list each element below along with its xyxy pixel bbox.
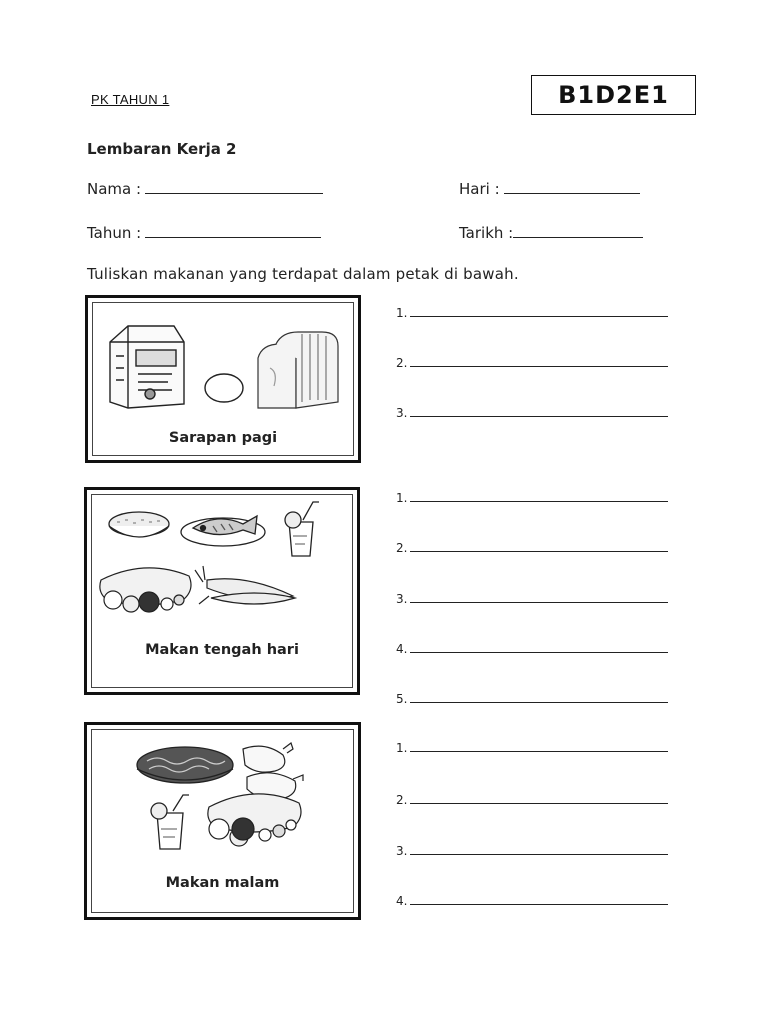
answer-line[interactable]: [410, 315, 668, 317]
nama-field[interactable]: [87, 180, 323, 198]
panel-makan-malam: [84, 722, 361, 920]
answer-number: 1.: [396, 741, 408, 755]
answer-row[interactable]: [396, 306, 668, 320]
answer-line[interactable]: [410, 550, 668, 552]
nama-input-line[interactable]: [145, 192, 323, 194]
instruction-text: Tuliskan makanan yang terdapat dalam petak di bawah.: [87, 265, 519, 283]
tahun-field[interactable]: [87, 224, 321, 242]
fried-fish-plate-icon: [181, 516, 265, 546]
answer-row[interactable]: [396, 692, 668, 706]
answer-line[interactable]: [410, 500, 668, 502]
caption-makan-tengah-hari: Makan tengah hari: [145, 642, 299, 658]
answer-number: 2.: [396, 356, 408, 370]
tarikh-input-line[interactable]: [513, 236, 643, 238]
answer-row[interactable]: [396, 894, 668, 908]
carrot-icon: [195, 566, 295, 604]
answer-line[interactable]: [410, 601, 668, 603]
nama-label: Nama :: [87, 180, 142, 198]
hari-field[interactable]: [459, 180, 640, 198]
answer-row[interactable]: [396, 356, 668, 370]
answer-line[interactable]: [410, 701, 668, 703]
tarikh-label: Tarikh :: [459, 224, 514, 242]
bread-loaf-icon: [258, 332, 338, 408]
answer-line[interactable]: [410, 853, 668, 855]
answer-line[interactable]: [410, 415, 668, 417]
answer-number: 1.: [396, 306, 408, 320]
answer-row[interactable]: [396, 793, 668, 807]
answer-row[interactable]: [396, 741, 668, 755]
answer-row[interactable]: [396, 844, 668, 858]
fruit-basket-icon: [100, 568, 191, 612]
hari-input-line[interactable]: [504, 192, 640, 194]
answer-row[interactable]: [396, 491, 668, 505]
panel-2-illustration: [87, 490, 363, 698]
answer-row[interactable]: [396, 541, 668, 555]
answer-number: 4.: [396, 642, 408, 656]
fruit-basket-icon: [208, 794, 301, 846]
answer-row[interactable]: [396, 642, 668, 656]
tahun-label: Tahun :: [87, 224, 142, 242]
answer-number: 3.: [396, 592, 408, 606]
answer-line[interactable]: [410, 365, 668, 367]
answer-number: 2.: [396, 793, 408, 807]
caption-makan-malam: Makan malam: [165, 875, 280, 891]
answer-number: 4.: [396, 894, 408, 908]
juice-glass-icon: [285, 502, 319, 556]
egg-icon: [205, 374, 243, 402]
answer-line[interactable]: [410, 750, 668, 752]
answer-number: 5.: [396, 692, 408, 706]
answer-line[interactable]: [410, 903, 668, 905]
hari-label: Hari :: [459, 180, 500, 198]
noodle-plate-icon: [137, 747, 233, 783]
answer-number: 3.: [396, 406, 408, 420]
answer-number: 2.: [396, 541, 408, 555]
panel-sarapan-pagi: [85, 295, 361, 463]
milk-carton-icon: [110, 326, 184, 408]
answer-line[interactable]: [410, 651, 668, 653]
worksheet-code-box: B1D2E1: [531, 75, 696, 115]
answer-row[interactable]: [396, 406, 668, 420]
panel-3-illustration: [87, 725, 364, 923]
tarikh-field[interactable]: [459, 224, 643, 242]
subject-label: PK TAHUN 1: [91, 92, 170, 107]
answer-line[interactable]: [410, 802, 668, 804]
tahun-input-line[interactable]: [145, 236, 321, 238]
juice-glass-icon: [151, 795, 189, 849]
caption-sarapan-pagi: Sarapan pagi: [168, 430, 278, 446]
worksheet-title: Lembaran Kerja 2: [87, 140, 237, 158]
answer-number: 1.: [396, 491, 408, 505]
rice-bowl-icon: [109, 512, 169, 537]
chicken-drumstick-icon: [243, 743, 303, 799]
panel-makan-tengah-hari: [84, 487, 360, 695]
answer-number: 3.: [396, 844, 408, 858]
answer-row[interactable]: [396, 592, 668, 606]
